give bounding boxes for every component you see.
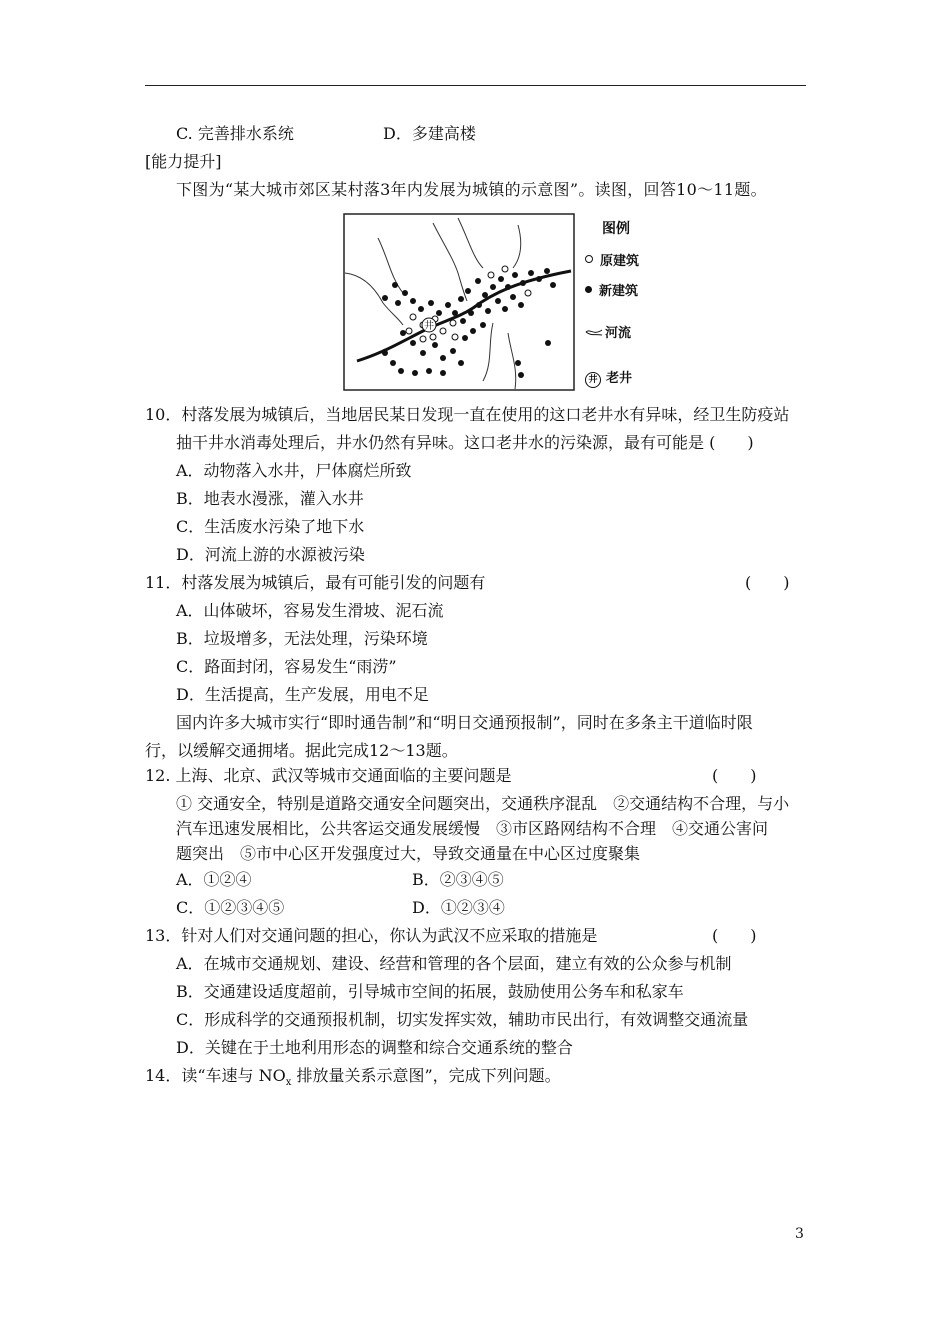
legend-old-building: 原建筑 — [585, 250, 639, 269]
q13-option-b: B．交通建设适度超前，引导城市空间的拓展，鼓励使用公务车和私家车 — [176, 982, 684, 1001]
q14-stem: 14．读“车速与 $NO_x$ 排放量关系示意图”，完成下列问题。 — [145, 1066, 561, 1088]
q11-option-b: B．垃圾增多，无法处理，污染环境 — [176, 629, 428, 648]
q11-option-c: C．路面封闭，容易发生“雨涝” — [176, 657, 397, 676]
svg-text:井: 井 — [424, 321, 434, 332]
q13-answer-paren: ( ) — [712, 926, 757, 945]
q12-answer-paren: ( ) — [712, 766, 757, 785]
q11-stem: 11．村落发展为城镇后，最有可能引发的问题有 — [145, 573, 486, 592]
q12-body-line2: 汽车迅速发展相比，公共客运交通发展缓慢 ③市区路网结构不合理 ④交通公害问 — [176, 819, 769, 838]
q10-option-b: B．地表水漫涨，灌入水井 — [176, 489, 364, 508]
q11-option-a: A．山体破坏，容易发生滑坡、泥石流 — [176, 601, 444, 620]
section-title: [能力提升] — [145, 152, 222, 171]
q11-answer-paren: ( ) — [745, 573, 790, 592]
filled-circle-icon — [585, 286, 592, 293]
well-icon: 井 — [585, 372, 601, 388]
q10-option-d: D．河流上游的水源被污染 — [176, 545, 365, 564]
q13-stem: 13．针对人们对交通问题的担心，你认为武汉不应采取的措施是 — [145, 926, 598, 945]
q12-option-d: D．①②③④ — [412, 898, 505, 917]
old-well-icon — [422, 318, 436, 332]
q13-option-d: D．关键在于土地利用形态的调整和综合交通系统的整合 — [176, 1038, 573, 1057]
legend-new-building: 新建筑 — [585, 280, 638, 299]
legend-well: 井 老井 — [585, 367, 632, 388]
page-number: 3 — [795, 1226, 804, 1242]
village-map — [343, 213, 575, 391]
option-c-top: C. 完善排水系统 — [176, 124, 294, 143]
intro-12-13-line1: 国内许多大城市实行“即时通告制”和“明日交通预报制”，同时在多条主干道临时限 — [176, 713, 753, 732]
q12-body-line3: 题突出 ⑤市中心区开发强度过大，导致交通量在中心区过度聚集 — [176, 844, 641, 863]
intro-10-11: 下图为“某大城市郊区某村落3年内发展为城镇的示意图”。读图，回答10～11题。 — [176, 180, 767, 199]
q10-stem-line2: 抽干井水消毒处理后，井水仍然有异味。这口老井水的污染源，最有可能是 ( ) — [176, 433, 754, 452]
q11-option-d: D．生活提高，生产发展，用电不足 — [176, 685, 429, 704]
river-icon — [585, 327, 603, 337]
legend-title: 图例 — [602, 221, 630, 237]
q12-option-b: B．②③④⑤ — [412, 870, 504, 889]
q13-option-c: C．形成科学的交通预报机制，切实发挥实效，辅助市民出行，有效调整交通流量 — [176, 1010, 749, 1029]
q10-option-c: C．生活废水污染了地下水 — [176, 517, 365, 536]
q13-option-a: A．在城市交通规划、建设、经营和管理的各个层面，建立有效的公众参与机制 — [176, 954, 732, 973]
q12-option-c: C．①②③④⑤ — [176, 898, 285, 917]
hollow-circle-icon — [585, 255, 593, 263]
option-d-top: D．多建高楼 — [383, 124, 476, 143]
legend-river: 河流 — [585, 322, 631, 341]
intro-12-13-line2: 行，以缓解交通拥堵。据此完成12～13题。 — [145, 741, 458, 760]
q12-body-line1: ① 交通安全，特别是道路交通安全问题突出，交通秩序混乱 ②交通结构不合理，与小 — [176, 794, 790, 813]
q10-stem-line1: 10．村落发展为城镇后，当地居民某日发现一直在使用的这口老井水有异味，经卫生防疫站 — [145, 405, 790, 424]
header-rule — [145, 85, 806, 86]
q10-option-a: A．动物落入水井，尸体腐烂所致 — [176, 461, 412, 480]
q12-stem: 12. 上海、北京、武汉等城市交通面临的主要问题是 — [145, 766, 512, 785]
q12-option-a: A．①②④ — [176, 870, 252, 889]
